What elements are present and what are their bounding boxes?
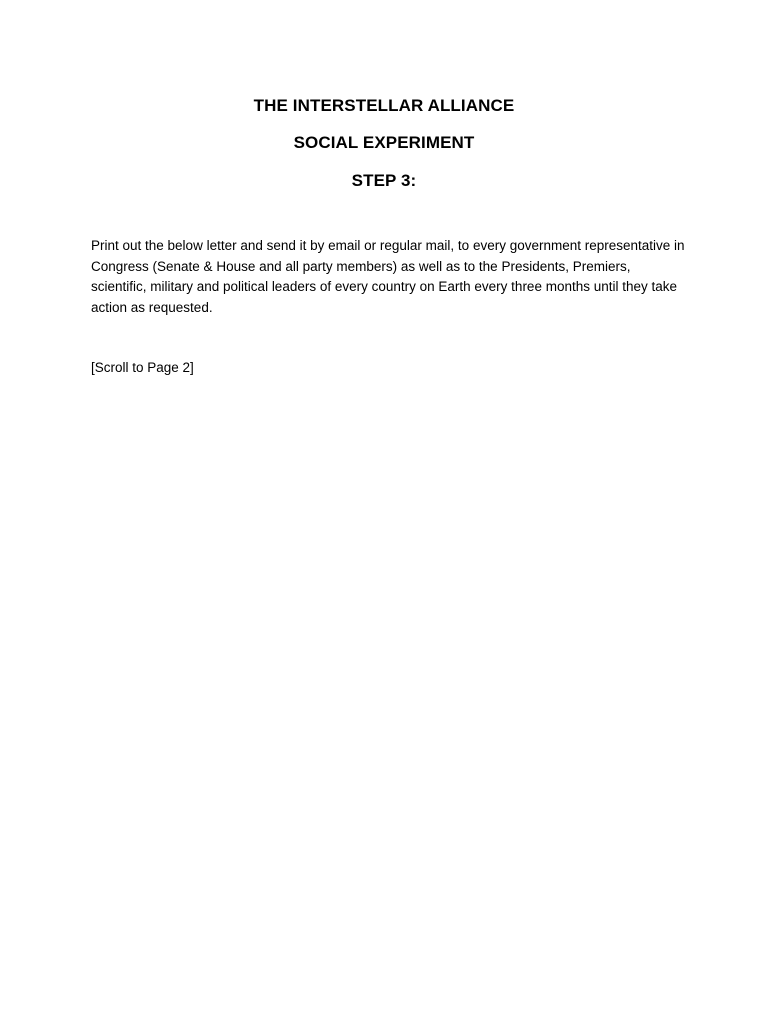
- scroll-note: [Scroll to Page 2]: [91, 360, 194, 375]
- document-title: THE INTERSTELLAR ALLIANCE: [253, 96, 515, 115]
- instructions-paragraph: Print out the below letter and send it by email or regular mail, to every government representative in Congress (Senate & House and all party members) as well as to the Presidents, Premiers, scientific, military and political leaders of every country on Earth every three months until they take action as requested.: [91, 238, 685, 315]
- step-heading: STEP 3:: [351, 171, 417, 190]
- document-subtitle: SOCIAL EXPERIMENT: [293, 133, 475, 152]
